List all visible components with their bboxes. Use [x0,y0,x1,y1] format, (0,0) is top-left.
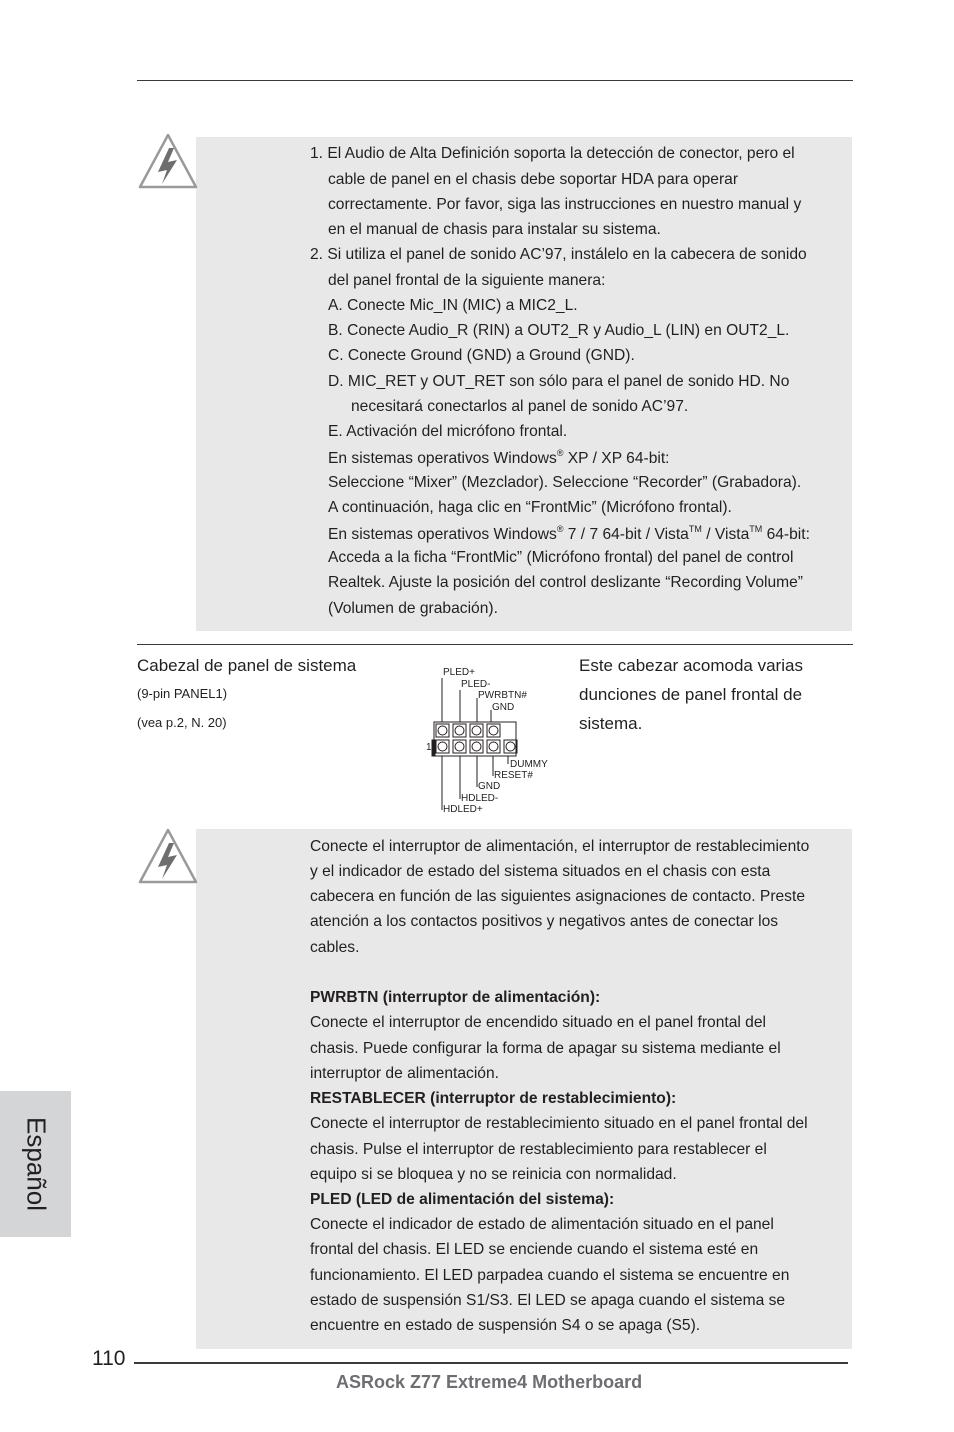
pin-label-dummy: DUMMY [510,759,548,770]
reset-line: equipo si se bloquea y no se reinicia con normalidad. [310,1166,677,1183]
section-title: Cabezal de panel de sistema [137,656,357,675]
pled-line: encuentre en estado de suspensión S4 o se apaga (S5). [310,1317,701,1334]
page-number: 110 [92,1347,126,1370]
note1-win7-b: 7 / 7 64-bit / Vista [563,526,689,543]
note2-intro-line: atención a los contactos positivos y negativos antes de conectar los [310,913,779,930]
note1-line: Acceda a la ficha “FrontMic” (Micrófono frontal) del panel de control [328,549,794,566]
pin-label-reset: RESET# [494,770,533,781]
note1-line: D. MIC_RET y OUT_RET son sólo para el panel de sonido HD. No [328,373,790,390]
note1-line: 1. El Audio de Alta Definición soporta la detección de conector, pero el [310,145,795,162]
note1-win7-d: 64-bit: [762,526,810,543]
note2-intro-line: cabecera en función de las siguientes asignaciones de contacto. Preste [310,888,805,905]
pled-heading: PLED (LED de alimentación del sistema): [310,1191,615,1208]
note1-winxp-b: XP / XP 64-bit: [563,450,670,467]
note1-line: necesitará conectarlos al panel de sonido AC’97. [351,398,689,415]
section-subtitle-ref: (vea p.2, N. 20) [137,715,227,730]
note1-line: B. Conecte Audio_R (RIN) a OUT2_R y Audio_L (LIN) en OUT2_L. [328,322,790,339]
warning-lightning-icon [136,827,200,887]
pin-label-pwrbtn: PWRBTN# [478,690,527,701]
note1-line: (Volumen de grabación). [328,600,498,617]
language-label: Español [21,1117,51,1211]
note2-intro-line: Conecte el interruptor de alimentación, el interruptor de restablecimiento [310,838,810,855]
section-description-1: Este cabezar acomoda varias [579,656,803,675]
pled-line: frontal del chasis. El LED se enciende cuando el sistema esté en [310,1241,759,1258]
pin-label-pled-minus: PLED- [461,679,491,690]
footer-rule [134,1362,848,1364]
note1-line: cable de panel en el chasis debe soportar HDA para operar [328,171,739,188]
note2-intro-line: cables. [310,939,360,956]
section-rule [137,644,853,645]
note1-line: E. Activación del micrófono frontal. [328,423,568,440]
language-side-tab [0,1091,71,1237]
panel-header-diagram [420,664,560,818]
note1-line-winxp [328,448,670,468]
note1-line: del panel frontal de la siguiente manera: [328,272,606,289]
note1-line: A continuación, haga clic en “FrontMic” (Micrófono frontal). [328,499,732,516]
note1-line: 2. Si utiliza el panel de sonido AC’97, instálelo en la cabecera de sonido [310,246,807,263]
note1-winxp-a: En sistemas operativos Windows [328,450,557,467]
pled-line: Conecte el indicador de estado de alimentación situado en el panel [310,1216,774,1233]
note1-win7-c: / Vista [701,526,750,543]
note1-line: correctamente. Por favor, siga las instrucciones en nuestro manual y [328,196,802,213]
pwrbtn-line: Conecte el interruptor de encendido situado en el panel frontal del [310,1014,766,1031]
note1-line-win7 [328,524,810,544]
note1-line: en el manual de chasis para instalar su sistema. [328,221,661,238]
reset-line: Conecte el interruptor de restablecimiento situado en el panel frontal del [310,1115,808,1132]
trademark: TM [688,524,702,534]
note1-line: C. Conecte Ground (GND) a Ground (GND). [328,347,635,364]
section-subtitle-pin: (9-pin PANEL1) [137,686,228,701]
note1-line: Seleccione “Mixer” (Mezclador). Seleccione “Recorder” (Grabadora). [328,474,802,491]
pled-line: funcionamiento. El LED parpadea cuando el sistema se encuentre en [310,1267,790,1284]
pin-label-gnd-bottom: GND [478,781,501,792]
section-description-2: dunciones de panel frontal de [579,685,803,704]
pled-line: estado de suspensión S1/S3. El LED se apaga cuando el sistema se [310,1292,786,1309]
pin-one-marker: 1 [426,742,432,753]
warning-lightning-icon [136,132,200,192]
reset-heading: RESTABLECER (interruptor de restablecimiento): [310,1090,677,1107]
pin-label-gnd-top: GND [492,702,515,713]
note1-win7-a: En sistemas operativos Windows [328,526,557,543]
registered-mark: ® [556,524,564,534]
top-rule [137,80,853,81]
footer-product-name: ASRock Z77 Extreme4 Motherboard [336,1372,643,1392]
pwrbtn-heading: PWRBTN (interruptor de alimentación): [310,989,601,1006]
pin-label-hdled-plus: HDLED+ [443,804,483,815]
note1-line: Realtek. Ajuste la posición del control deslizante “Recording Volume” [328,574,803,591]
trademark: TM [749,524,763,534]
registered-mark: ® [556,448,564,458]
note2-intro-line: y el indicador de estado del sistema situados en el chasis con esta [310,863,771,880]
reset-line: chasis. Pulse el interruptor de restablecimiento para restablecer el [310,1141,767,1158]
pwrbtn-line: interruptor de alimentación. [310,1065,499,1082]
pin-label-pled-plus: PLED+ [443,667,475,678]
pwrbtn-line: chasis. Puede configurar la forma de apagar su sistema mediante el [310,1040,781,1057]
note1-line: A. Conecte Mic_IN (MIC) a MIC2_L. [328,297,578,314]
section-description-3: sistema. [579,714,643,733]
pin-label-hdled-minus: HDLED- [461,793,499,804]
